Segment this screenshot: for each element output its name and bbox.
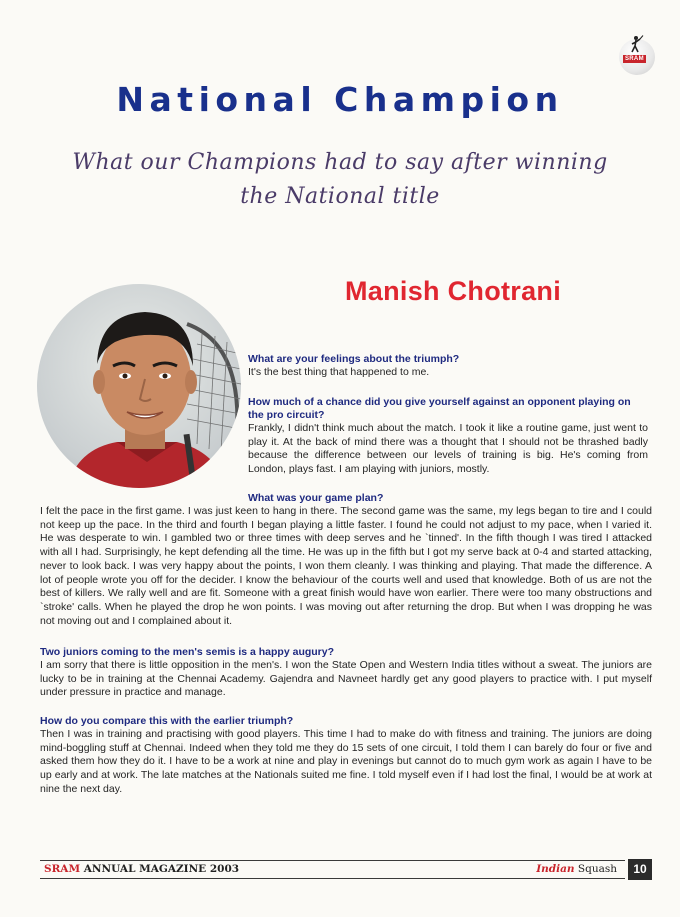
- question-5: How do you compare this with the earlier triumph?: [40, 715, 294, 727]
- qa-block-5: [40, 715, 652, 797]
- squash-player-icon: [628, 35, 644, 53]
- champion-photo: [37, 284, 241, 488]
- subtitle: [60, 146, 620, 214]
- question-2: How much of a chance did you give yourself against an opponent playing on the pro circuit?: [248, 396, 631, 421]
- qa-block-2: [248, 396, 648, 477]
- footer-squash: Squash: [577, 863, 617, 875]
- portrait-illustration: [37, 284, 241, 488]
- answer-5: Then I was in training and practising with good players. This time I had to make do with fitness and training. The juniors are doing mind-boggling stuff at Chennai. Indeed when they told me they do 15 sets of one circuit, I told them I can barely do four or five and asked them how they do it. I have to be a work at nine and play in evenings but cannot do to much gym work as again I have to be up early and at work. The late matches at the Nationals suited me fine. I told myself even if I had lost the final, I would be at work at nine the next day.: [40, 728, 652, 795]
- footer-brand: SRAM: [44, 863, 81, 875]
- footer-magazine: [44, 863, 239, 875]
- answer-3: I felt the pace in the first game. I was just keen to hang in there. The second game was the same, my legs began to tire and I could not keep up the pace. In the third and fourth I began playing a little faster. I found he could not adjust to my pace, when I varied it. He was desperate to win. I gambled two or three times with deep serves and he `tinned'. In the fifth though I was tired I attacked with all I had. Surprisingly, he kept defending all the time. He was up in the fifth but I got my serve back at 0-4 and started attacking, never to look back. I was very happy about the points, I won them cleanly. I was thinking and playing. That made the difference. A lot of people wrote you off for the decider. I know the behaviour of the courts well and used that knowledge. Both of us are not the best of killers. We rally well and are fit. Someone with a great finish would have won earlier. There were too many obstructions and `stroke' calls. When he played the drop he won points. I was moving out after returning the drop. But when I was dropping he was not moving out and I complained about it.: [40, 505, 652, 627]
- qa-block-4: [40, 646, 652, 700]
- sram-logo: [615, 33, 657, 75]
- question-3: What was your game plan?: [248, 492, 384, 504]
- footer-magazine-title: ANNUAL MAGAZINE 2003: [83, 863, 240, 875]
- subtitle-line-2: the National title: [240, 184, 440, 209]
- page-footer: [40, 860, 625, 879]
- qa-block-1: [248, 353, 648, 380]
- footer-publication: [536, 863, 617, 875]
- question-1: What are your feelings about the triumph?: [248, 353, 460, 365]
- subtitle-line-1: What our Champions had to say after winning: [72, 150, 608, 175]
- answer-4: I am sorry that there is little opposition in the men's. I won the State Open and Western India titles without a sweat. The juniors are lucky to be in training at the Chennai Academy. Gajendra and Navneet hardly get any good players to practice with. I put myself under pressure in practice and manage.: [40, 659, 652, 699]
- footer-indian: Indian: [536, 863, 575, 875]
- sram-logo-text: SRAM: [625, 56, 644, 62]
- champion-name: Manish Chotrani: [345, 276, 562, 306]
- page-title: National Champion: [116, 80, 564, 119]
- answer-2: Frankly, I didn't think much about the match. I took it like a routine game, just went to play it. At the back of mind there was a thought that I should not be thrashed badly because the difference between our levels of training is big. He's coming from London, plays fast. I am playing with juniors, mostly.: [248, 422, 648, 476]
- page-number: 10: [628, 859, 652, 880]
- qa-block-3: [40, 492, 652, 628]
- question-4: Two juniors coming to the men's semis is a happy augury?: [40, 646, 335, 658]
- answer-1: It's the best thing that happened to me.: [248, 366, 430, 378]
